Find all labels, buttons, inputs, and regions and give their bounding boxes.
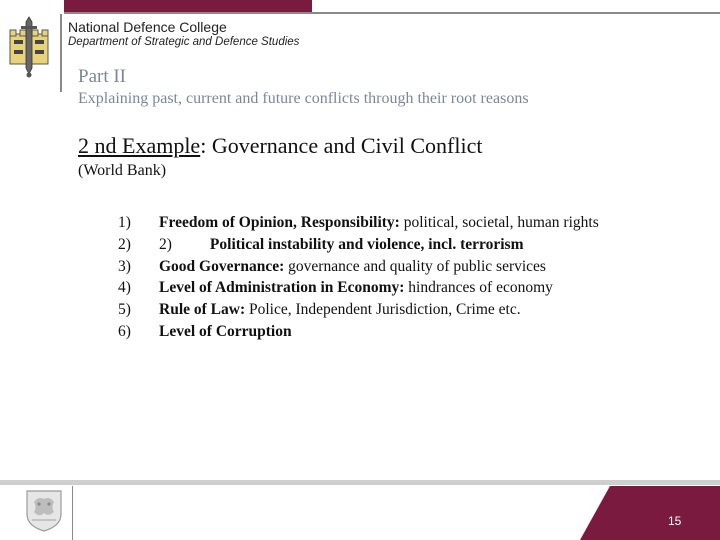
- example-heading-number: 2 nd Example: [78, 133, 201, 158]
- list-item-text: Police, Independent Jurisdiction, Crime etc.: [245, 301, 521, 319]
- footer-divider: [0, 480, 720, 485]
- indicator-list: [118, 212, 698, 343]
- sword-castle-emblem-icon: [6, 16, 52, 78]
- list-item-bold: Freedom of Opinion, Responsibility:: [159, 214, 400, 231]
- list-item-number: 4): [118, 279, 131, 297]
- list-item-text: governance and quality of public services: [284, 257, 546, 275]
- example-source: (World Bank): [78, 162, 167, 179]
- department-name: Department of Strategic and Defence Studies: [68, 36, 300, 48]
- list-item-number: 5): [118, 301, 131, 319]
- list-item: [118, 321, 698, 343]
- list-item-number: 3): [118, 257, 131, 275]
- example-heading: [78, 133, 482, 159]
- list-item-prefix: 2): [159, 235, 172, 253]
- list-item-bold: Level of Administration in Economy:: [159, 279, 405, 297]
- list-item: [118, 234, 698, 256]
- lion-crest-icon: [24, 488, 64, 532]
- footer-accent-wedge: [580, 486, 720, 540]
- list-item-bold: Political instability and violence, incl. terrorism: [209, 235, 524, 253]
- page-number: 15: [668, 514, 682, 528]
- list-item-number: 2): [118, 235, 131, 253]
- header-divider: [64, 12, 720, 14]
- list-item: [118, 256, 698, 278]
- list-item-bold: Rule of Law:: [159, 301, 246, 319]
- header-accent-bar: [64, 0, 312, 12]
- list-item-number: 6): [118, 322, 131, 340]
- list-item: [118, 212, 698, 234]
- part-subtitle: Explaining past, current and future conflicts through their root reasons: [78, 90, 529, 107]
- example-heading-title: : Governance and Civil Conflict: [200, 133, 483, 158]
- list-item-bold: Level of Corruption: [159, 322, 292, 340]
- footer-vertical-divider: [72, 486, 73, 540]
- part-label: Part II: [78, 66, 127, 87]
- college-name: National Defence College: [68, 19, 227, 35]
- list-item-number: 1): [118, 214, 131, 231]
- header-vertical-divider: [60, 14, 62, 92]
- footer-accent-shape: [580, 486, 720, 540]
- list-item: [118, 299, 698, 321]
- list-item-bold: Good Governance:: [159, 257, 285, 275]
- list-item: [118, 277, 698, 299]
- list-item-text: political, societal, human rights: [399, 214, 599, 231]
- list-item-text: hindrances of economy: [404, 279, 553, 297]
